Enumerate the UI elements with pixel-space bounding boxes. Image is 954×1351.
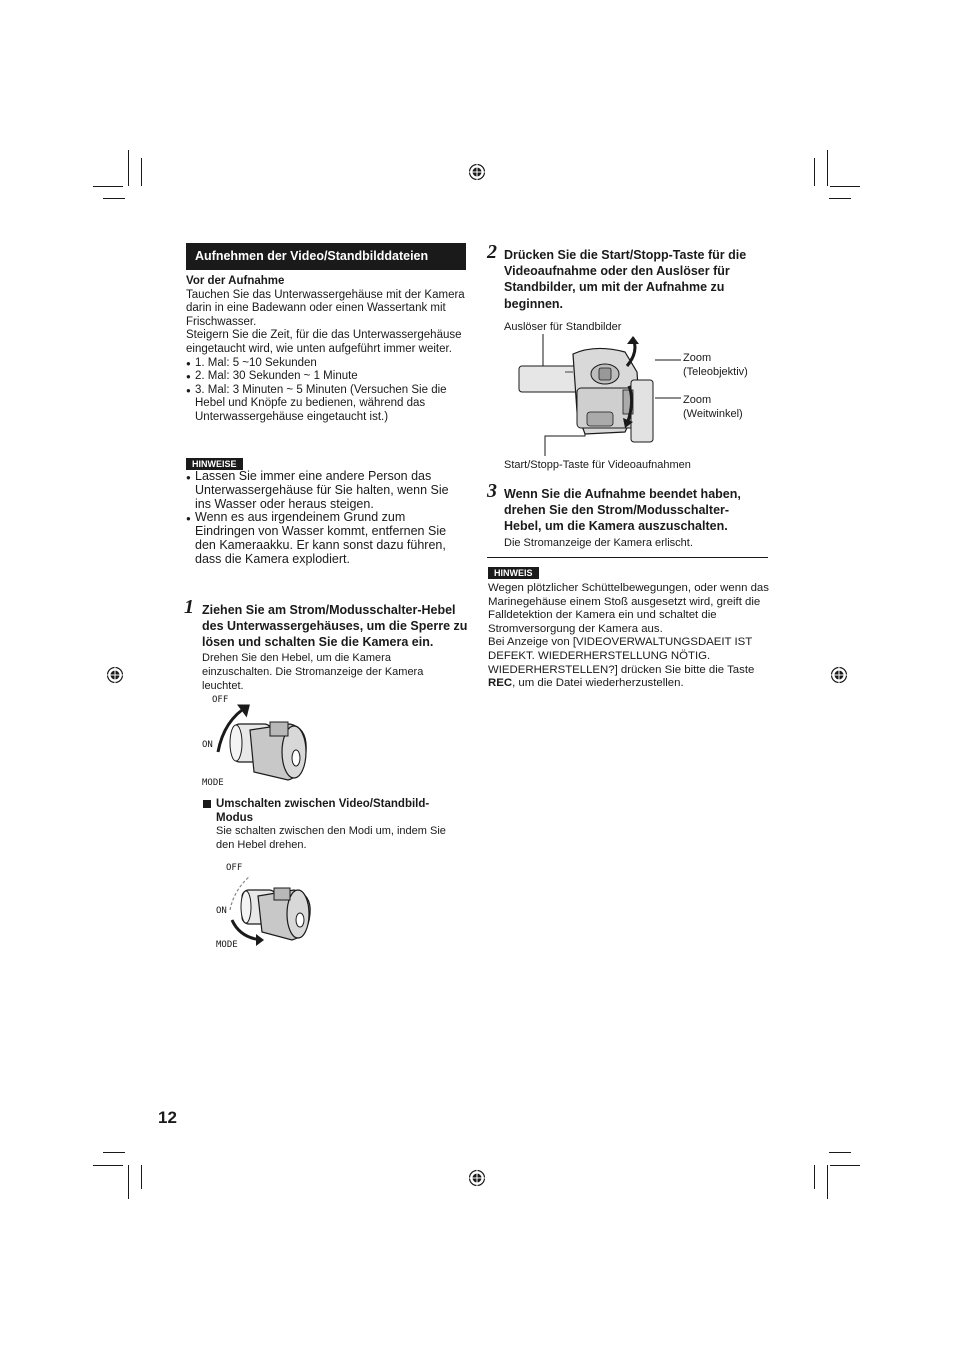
before-recording-para2: Steigern Sie die Zeit, für die das Unterwassergehäuse eingetaucht wird, wie unten aufgeführt immer weiter. [186,329,462,355]
label-zoom-tele-line2: (Teleobjektiv) [683,366,748,378]
registration-target-icon [468,1169,486,1187]
square-bullet-icon [203,800,211,808]
crop-mark [829,1152,851,1153]
crop-mark [830,1165,860,1166]
fig1-label-on: ON [202,740,213,750]
crop-mark [93,1165,123,1166]
fig1-label-off: OFF [212,695,229,705]
step-number: 1 [184,596,194,618]
note-badge: HINWEIS [488,567,539,579]
crop-mark [827,150,828,186]
step3-body: Die Stromanzeige der Kamera erlischt. [504,537,693,549]
list-item: ● Wenn es aus irgendeinem Grund zum Eindringen von Wasser kommt, entfernen Sie den Kameraakku. Er kann sonst dazu führen, dass die Kamera explodiert. [186,511,464,566]
step3-heading: Wenn Sie die Aufnahme beendet haben, drehen Sie den Strom/Modusschalter-Hebel, um die Kamera auszuschalten. [504,487,741,534]
registration-target-icon [830,666,848,684]
note-text-1: Wegen plötzlicher Schüttelbewegungen, oder wenn das Marinegehäuse einem Stoß ausgesetzt wird, greift die Falldetektion der Kamera ein und schaltet die Stromversorgung der Kamera aus. [488,582,769,635]
step-number: 3 [487,480,497,502]
crop-mark [827,1165,828,1199]
before-recording [186,275,468,425]
mode-switch-body: Sie schalten zwischen den Modi um, indem Sie den Hebel drehen. [216,825,446,851]
label-zoom-wide-line1: Zoom [683,394,712,406]
note-text-2-after: , um die Datei wiederherzustellen. [512,677,684,690]
fig1-label-mode: MODE [202,778,224,788]
fig2-label-off: OFF [226,863,243,873]
lever-illustration [210,700,320,790]
registration-target-icon [106,666,124,684]
note-text-2-before: Bei Anzeige von [VIDEOVERWALTUNGSDAEIT IST DEFEKT. WIEDERHERSTELLUNG NÖTIG. WIEDERHERSTELLEN?] drücken Sie bitte die Taste [488,636,755,676]
immersion-list [186,357,468,425]
list-item: ● Lassen Sie immer eine andere Person das Unterwassergehäuse für Sie halten, wenn Sie ins Wasser oder heraus steigen. [186,470,464,511]
note-text-2 [488,636,773,690]
crop-mark [141,158,142,186]
crop-mark [814,158,815,186]
mode-switch-heading: Umschalten zwischen Video/Standbild-Modus [216,798,430,824]
notes-badge: HINWEISE [186,458,243,470]
label-zoom-wide [683,393,743,421]
label-shutter: Auslöser für Standbilder [504,321,622,333]
camera-housing-illustration [505,332,685,458]
step1-body: Drehen Sie den Hebel, um die Kamera einzuschalten. Die Stromanzeige der Kamera leuchtet. [202,652,424,692]
crop-mark [814,1165,815,1189]
crop-mark [128,1165,129,1199]
list-item: ● 3. Mal: 3 Minuten ~ 5 Minuten (Versuchen Sie die Hebel und Knöpfe zu bedienen, während das Unterwassergehäuse eingetaucht ist.) [186,384,468,425]
registration-target-icon [468,163,486,181]
rec-key-label: REC [488,677,513,690]
before-recording-para1: Tauchen Sie das Unterwassergehäuse mit der Kamera darin in eine Badewann oder einen Wassertank mit Frischwasser. [186,288,465,328]
notes-list [186,470,464,567]
list-item: ● 2. Mal: 30 Sekunden ~ 1 Minute [186,370,468,384]
step1-heading: Ziehen Sie am Strom/Modusschalter-Hebel des Unterwassergehäuses, um die Sperre zu lösen und schalten Sie die Kamera ein. [202,603,468,650]
list-item: ● 1. Mal: 5 ~10 Sekunden [186,357,468,371]
step-number: 2 [487,241,497,263]
before-recording-heading: Vor der Aufnahme [186,275,285,287]
crop-mark [93,186,123,187]
divider [487,557,768,558]
label-zoom-tele [683,351,748,379]
label-zoom-wide-line2: (Weitwinkel) [683,408,743,420]
crop-mark [128,150,129,186]
step2-heading: Drücken Sie die Start/Stopp-Taste für die Videoaufnahme oder den Auslöser für Standbilder, um mit der Aufnahme zu beginnen. [504,248,747,311]
label-zoom-tele-line1: Zoom [683,352,712,364]
fig2-label-on: ON [216,906,227,916]
crop-mark [830,186,860,187]
page-number: 12 [158,1108,177,1127]
crop-mark [103,1152,125,1153]
crop-mark [103,198,125,199]
mode-lever-illustration [222,868,322,950]
label-startstop: Start/Stopp-Taste für Videoaufnahmen [504,459,691,471]
fig2-label-mode: MODE [216,940,238,950]
note-text [488,582,773,691]
crop-mark [141,1165,142,1189]
crop-mark [829,198,851,199]
section-title: Aufnehmen der Video/Standbilddateien [186,243,466,270]
